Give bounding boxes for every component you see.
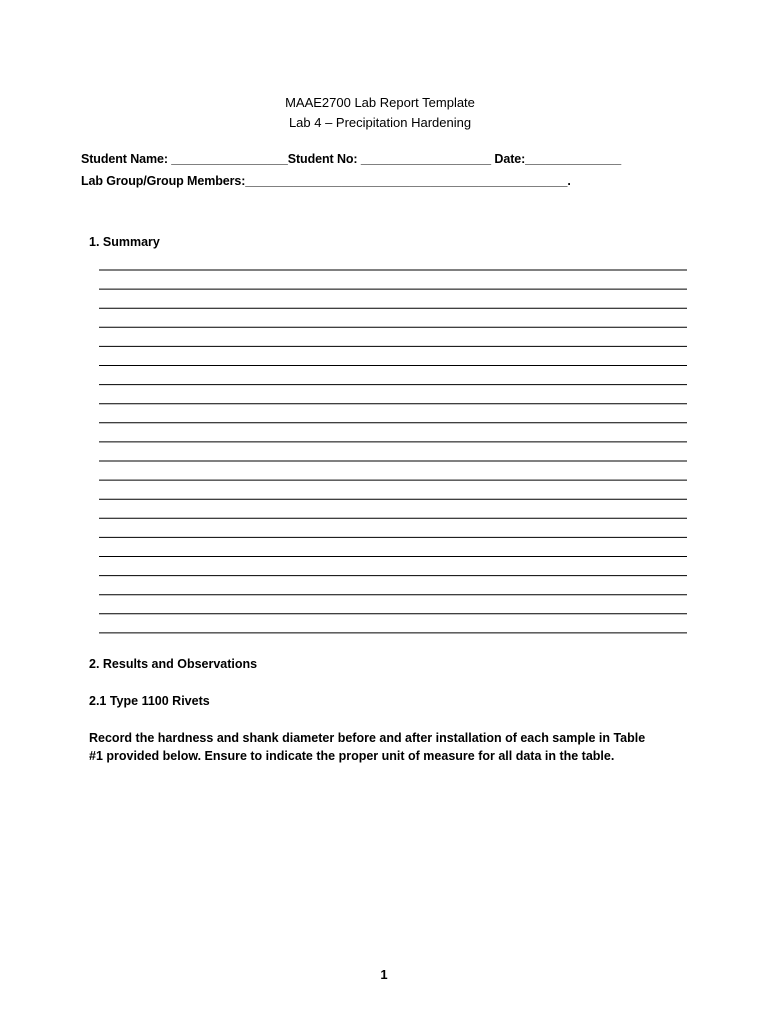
instructions-line-2: #1 provided below. Ensure to indicate the proper unit of measure for all data in the table.	[89, 749, 615, 763]
student-info-line: Student Name: _________________Student No: ___________________ Date:______________	[81, 152, 622, 166]
summary-lines-svg	[99, 269, 687, 635]
summary-heading: 1. Summary	[89, 235, 160, 249]
results-heading: 2. Results and Observations	[89, 657, 258, 671]
rivets-subheading: 2.1 Type 1100 Rivets	[89, 694, 210, 708]
instructions-paragraph	[89, 729, 649, 765]
instructions-line-1: Record the hardness and shank diameter before and after installation of each sample in Table	[89, 731, 646, 745]
document-title: MAAE2700 Lab Report Template	[285, 95, 475, 110]
group-members-line: Lab Group/Group Members:_______________________________________________.	[81, 174, 571, 188]
page-number: 1	[380, 967, 388, 982]
document-subtitle: Lab 4 – Precipitation Hardening	[288, 115, 472, 130]
document-header	[0, 93, 760, 133]
summary-writing-lines	[99, 269, 687, 635]
